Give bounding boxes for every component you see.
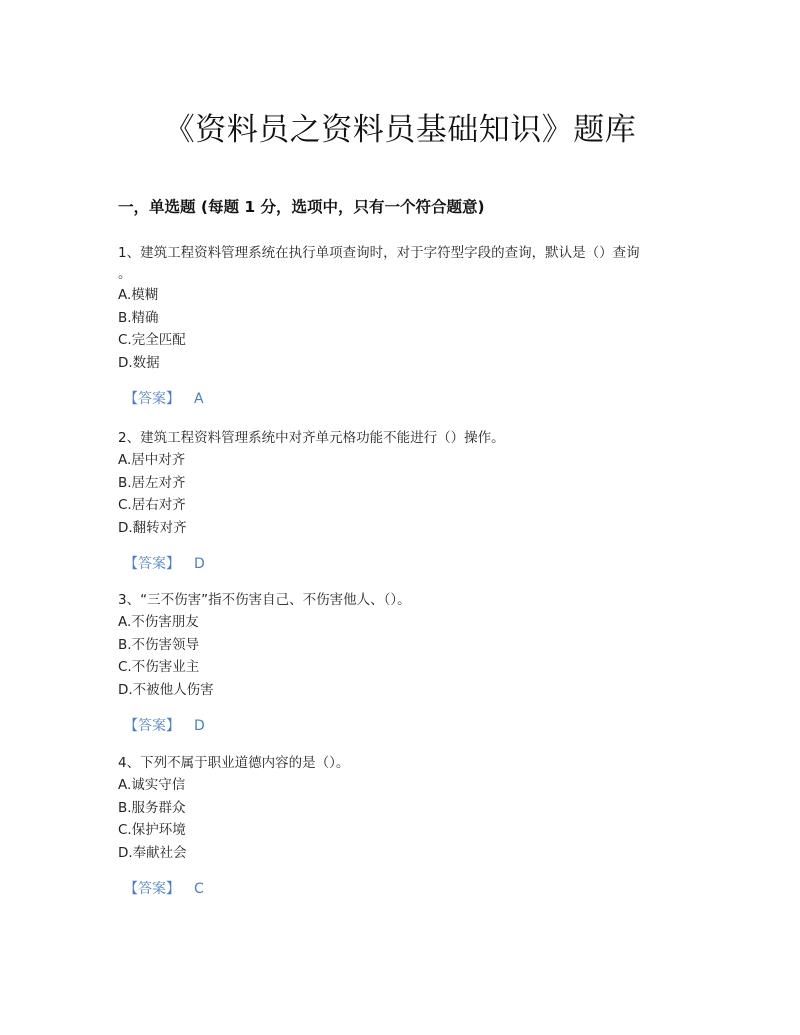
- option-a: A.模糊: [118, 287, 159, 303]
- question-stem: 2、建筑工程资料管理系统中对齐单元格功能不能进行（）操作。: [118, 430, 505, 446]
- question-stem: [118, 242, 684, 284]
- option-b: B.居左对齐: [118, 474, 186, 491]
- answer-tag: 【答案】: [124, 718, 180, 734]
- option-b: B.精确: [118, 309, 159, 326]
- answer-value: C: [194, 881, 204, 897]
- option-d: D.数据: [118, 354, 160, 371]
- option-a: A.居中对齐: [118, 452, 186, 468]
- option-c: C.完全匹配: [118, 332, 186, 348]
- option-c: C.不伤害业主: [118, 659, 200, 675]
- question-3: [118, 589, 684, 737]
- answer-tag: 【答案】: [124, 391, 180, 407]
- question-stem-line: 。: [118, 266, 132, 282]
- option-a: A.不伤害朋友: [118, 614, 199, 630]
- section-heading: 一，单选题 (每题 1 分，选项中，只有一个符合题意): [118, 198, 485, 216]
- option-b: B.服务群众: [118, 799, 186, 816]
- document-title: 《资料员之资料员基础知识》题库: [163, 112, 637, 148]
- answer-value: D: [194, 718, 205, 734]
- answer-line: [118, 388, 684, 410]
- question-1: [118, 242, 684, 410]
- answer-line: [118, 553, 684, 575]
- question-stem: 4、下列不属于职业道德内容的是（）。: [118, 755, 350, 771]
- option-d: D.不被他人伤害: [118, 681, 214, 698]
- answer-tag: 【答案】: [124, 556, 180, 572]
- question-stem-line: 1、建筑工程资料管理系统在执行单项查询时，对于字符型字段的查询，默认是（）查询: [118, 245, 640, 261]
- answer-value: A: [194, 391, 204, 407]
- option-d: D.翻转对齐: [118, 519, 187, 536]
- option-d: D.奉献社会: [118, 844, 187, 861]
- question-stem: 3、“三不伤害”指不伤害自己、不伤害他人、（）。: [118, 592, 411, 608]
- answer-line: [118, 878, 684, 900]
- question-4: [118, 752, 684, 900]
- answer-tag: 【答案】: [124, 881, 180, 897]
- option-c: C.居右对齐: [118, 497, 186, 513]
- answer-value: D: [194, 556, 205, 572]
- option-b: B.不伤害领导: [118, 636, 200, 653]
- question-2: [118, 427, 684, 575]
- answer-line: [118, 715, 684, 737]
- option-a: A.诚实守信: [118, 777, 186, 793]
- option-c: C.保护环境: [118, 822, 186, 838]
